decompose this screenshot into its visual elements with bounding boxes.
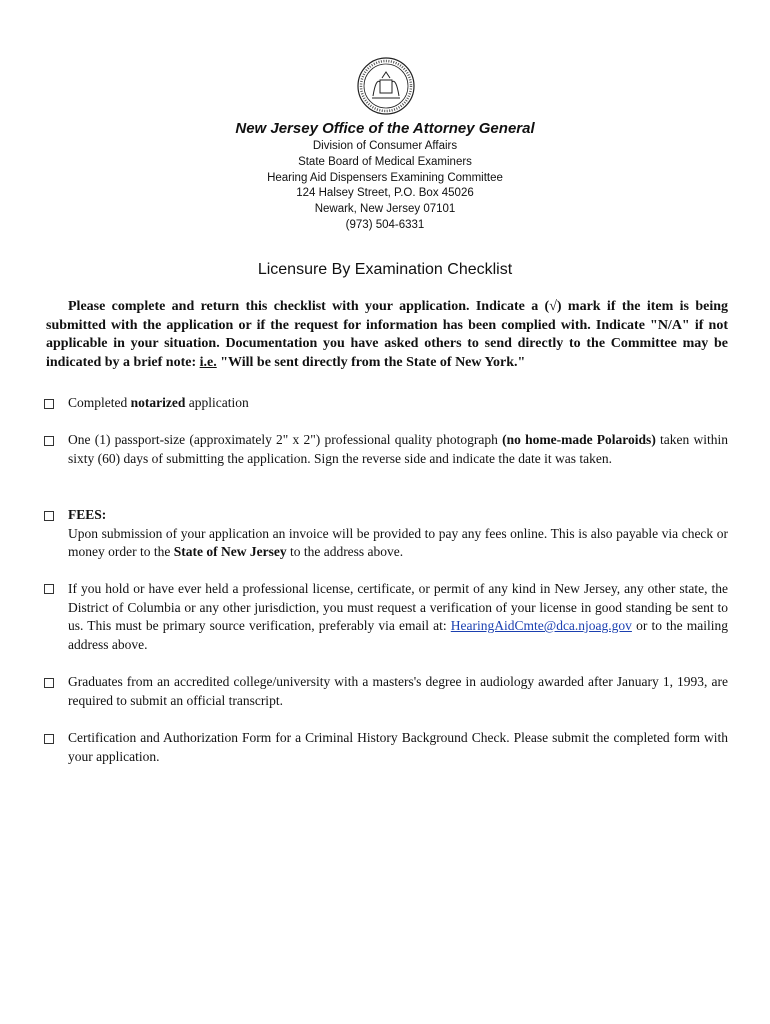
fees-item bbox=[68, 506, 728, 562]
license-item bbox=[68, 580, 728, 654]
license-checkbox[interactable] bbox=[44, 584, 54, 594]
photo-item bbox=[68, 431, 728, 468]
item-text: If you hold or have ever held a professional license, certificate, or permit of any kind in New Jersey, any other state, the District of Columbia or any other jurisdiction, you must request a verification of your license in good standing be sent to us. This must be primary source verification, preferably via email at: bbox=[68, 581, 728, 633]
fees-checkbox[interactable] bbox=[44, 511, 54, 521]
item-text: application bbox=[185, 395, 249, 410]
item-text: Upon submission of your application an invoice will be provided to pay any fees online. This is also payable via check or money order to the bbox=[68, 525, 728, 559]
page-title: Licensure By Examination Checklist bbox=[257, 261, 513, 278]
item-text: to the address above. bbox=[286, 544, 404, 559]
item-text: taken within sixty (60) days of submitting the application. Sign the reverse side and indicate the date it was taken. bbox=[68, 432, 728, 466]
email-link[interactable]: HearingAidCmte@dca.njoag.gov bbox=[450, 618, 632, 633]
address-line: 124 Halsey Street, P.O. Box 45026 bbox=[296, 187, 474, 199]
committee-name: Hearing Aid Dispensers Examining Committee bbox=[267, 172, 503, 184]
graduates-checkbox[interactable] bbox=[44, 678, 54, 688]
photo-checkbox[interactable] bbox=[44, 436, 54, 446]
background-check-checkbox[interactable] bbox=[44, 734, 54, 744]
graduates-item bbox=[68, 673, 728, 710]
item-text: Graduates from an accredited college/university with a masters's degree in audiology awarded after January 1, 1993, are required to submit an official transcript. bbox=[68, 674, 728, 708]
item-text: Certification and Authorization Form for a Criminal History Background Check. Please submit the completed form with your application. bbox=[68, 730, 728, 764]
city-line: Newark, New Jersey 07101 bbox=[314, 203, 456, 215]
division-name: Division of Consumer Affairs bbox=[312, 140, 458, 152]
notarized-item bbox=[68, 394, 728, 413]
instructions-text: Please complete and return this checklist with your application. Indicate a (√) mark if the item is being submitted with the application or if the request for information has been complied with. Indicate "N/A" if not applicable in your situation. Documentation you have asked others to send directly to the Committee may be indicated by a brief note: bbox=[46, 299, 728, 370]
item-text: Completed bbox=[68, 395, 131, 410]
agency-name: New Jersey Office of the Attorney General bbox=[235, 120, 535, 137]
state-seal-icon bbox=[356, 56, 416, 116]
notarized-checkbox[interactable] bbox=[44, 399, 54, 409]
item-text: or to the mailing address above. bbox=[68, 618, 729, 652]
item-emphasis: notarized bbox=[130, 395, 186, 410]
item-emphasis: State of New Jersey bbox=[173, 544, 287, 559]
background-check-item bbox=[68, 729, 728, 766]
ie-abbrev: i.e. bbox=[199, 354, 217, 370]
item-emphasis: (no home-made Polaroids) bbox=[502, 432, 656, 447]
instructions-example: "Will be sent directly from the State of New York." bbox=[216, 354, 526, 370]
fees-heading: FEES: bbox=[68, 507, 107, 522]
item-text: One (1) passport-size (approximately 2" x 2") professional quality photograph bbox=[68, 432, 503, 447]
instructions bbox=[46, 298, 728, 372]
phone-line: (973) 504-6331 bbox=[345, 219, 425, 231]
board-name: State Board of Medical Examiners bbox=[298, 156, 472, 168]
